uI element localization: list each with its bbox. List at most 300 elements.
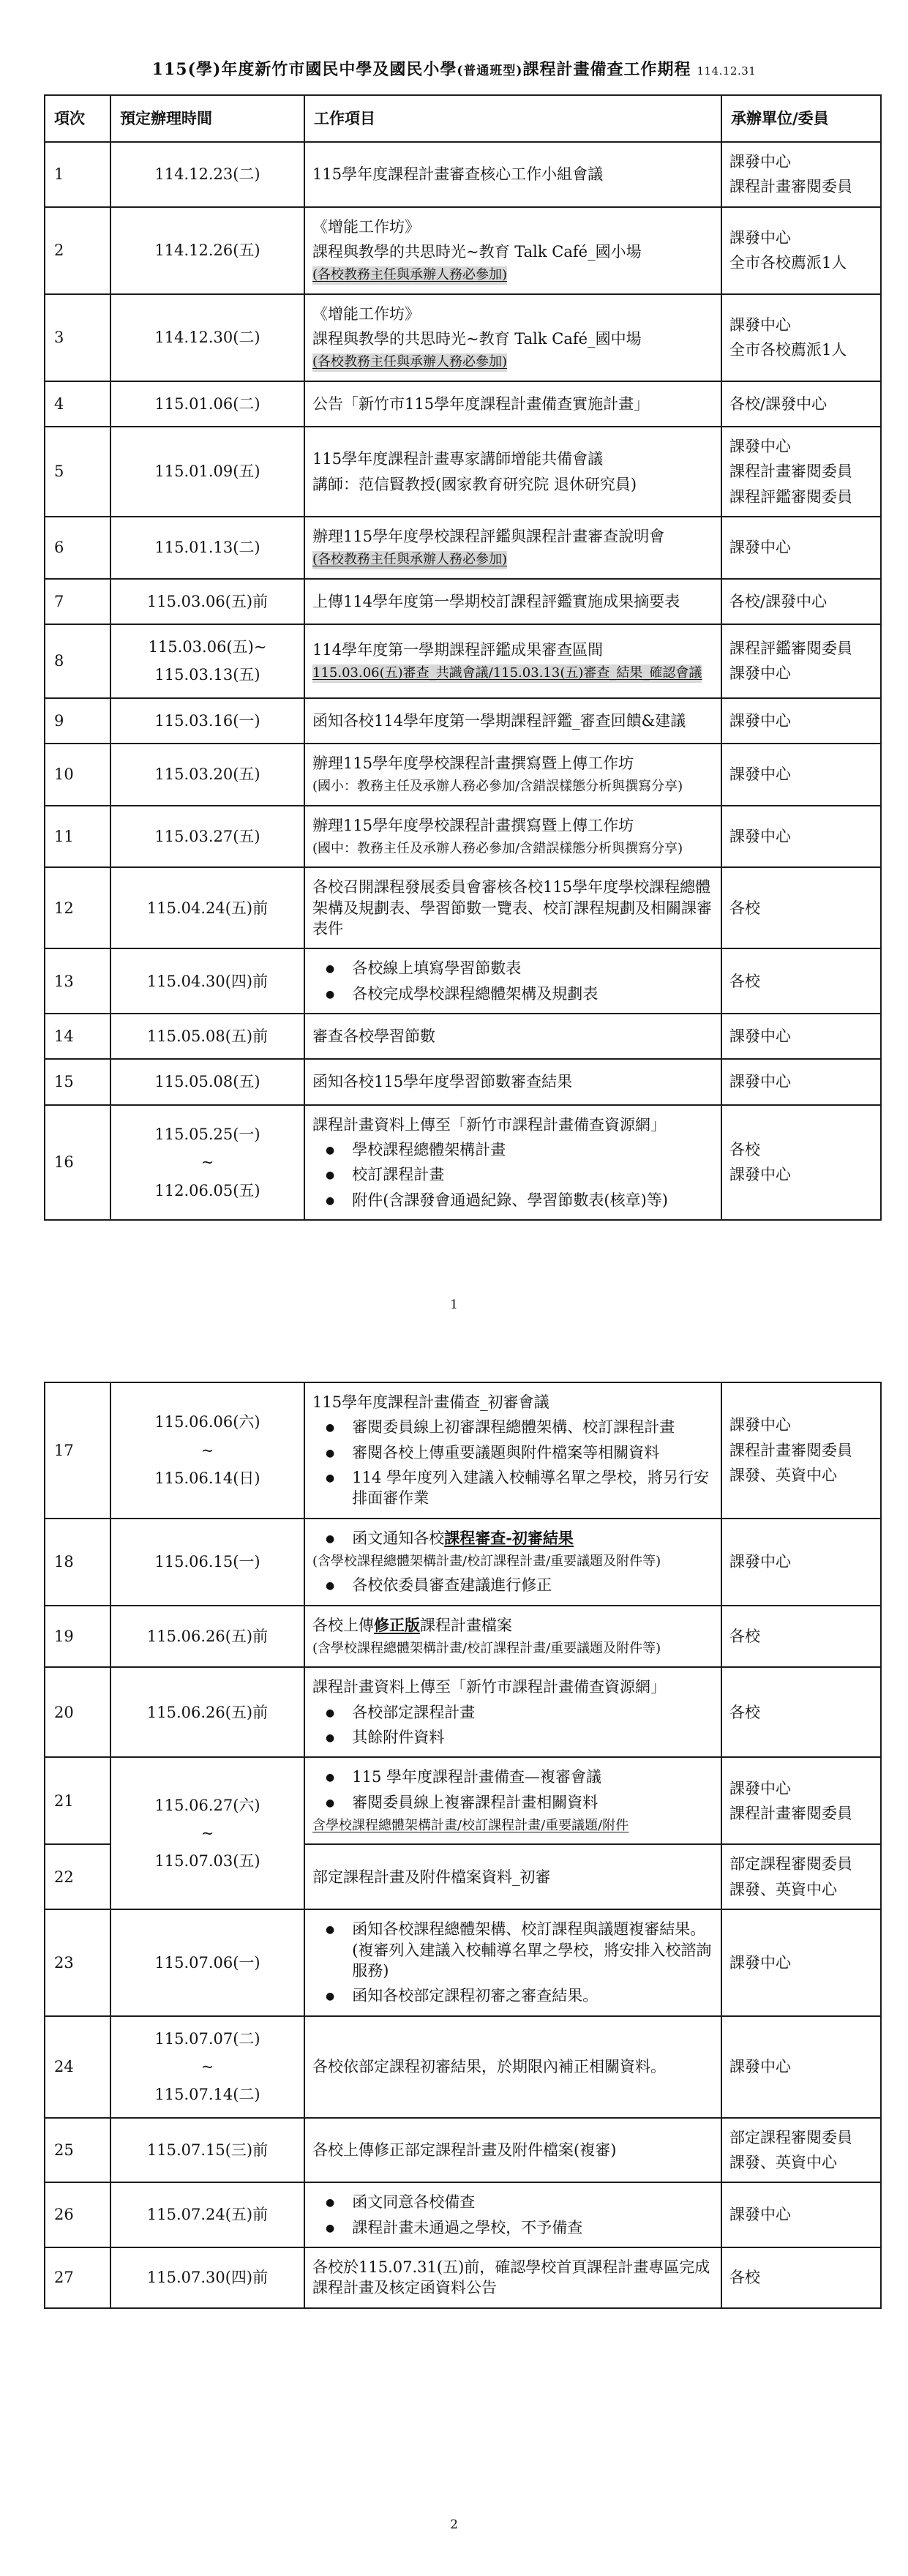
cell-date [110,1105,304,1220]
date-line: 115.05.25(一) [154,1125,260,1143]
cell-work-item [304,2182,721,2247]
table-row [45,867,881,948]
date-line: 114.12.26(五) [154,242,260,259]
bullet-icon: ● [326,963,335,976]
unit-line: 部定課程審閱委員 [729,2128,852,2146]
work-line [312,753,713,774]
cell-item-no: 12 [45,867,110,948]
cell-work-item [304,517,721,579]
unit-line: 課程評鑑審閱委員 [729,640,852,658]
work-line [312,329,713,349]
date-line: 115.01.09(五) [154,463,260,481]
work-line [312,1867,713,1887]
date-line: ~ [200,2057,214,2075]
work-line [312,266,713,284]
work-text: 函知各校115學年度學習節數審查結果 [312,1073,573,1091]
bullet-icon: ● [326,1732,335,1745]
cell-work-item [304,1014,721,1059]
cell-date [110,2247,304,2308]
work-text: 函知各校部定課程初審之審查結果。 [352,1987,599,2005]
work-line [312,1164,713,1185]
cell-item-no: 23 [45,1909,110,2015]
work-line [312,2192,713,2212]
work-line [312,840,713,858]
cell-unit [721,1667,881,1757]
title-tail: 課程計畫備查工作期程 [522,60,691,79]
table-row [45,1382,881,1519]
cell-unit [721,2182,881,2247]
date-line: 115.03.06(五)~ [148,638,267,656]
cell-date [110,2016,304,2118]
page-number-2: 2 [450,2517,458,2532]
table-row [45,294,881,381]
title-date-stamp: 114.12.31 [697,64,757,78]
cell-date [110,2118,304,2183]
cell-item-no: 25 [45,2118,110,2183]
table-row [45,1909,881,2015]
unit-line: 課發中心 [729,1553,791,1571]
cell-work-item [304,2016,721,2118]
work-line [312,664,713,682]
cell-unit [721,142,881,207]
work-line [312,984,713,1004]
cell-work-item [304,381,721,427]
unit-line: 各校 [729,899,760,917]
cell-item-no: 27 [45,2247,110,2308]
cell-date [110,1909,304,2015]
work-text: 上傳114學年度第一學期校訂課程評鑑實施成果摘要表 [312,592,680,610]
cell-item-no: 24 [45,2016,110,2118]
work-text: 其餘附件資料 [352,1729,445,1747]
unit-line: 課發中心 [729,711,791,730]
work-line [312,1026,713,1046]
date-line: 115.06.26(五)前 [146,1627,269,1645]
cell-work-item [304,1105,721,1220]
table-row [45,1606,881,1668]
work-text: 審閱委員線上初審課程總體架構、校訂課程計畫 [352,1418,675,1437]
cell-item-no: 6 [45,517,110,579]
cell-date [110,427,304,517]
cell-unit [721,1606,881,1668]
work-line [312,1115,713,1135]
work-text: 辦理115學年度學校課程計畫撰寫暨上傳工作坊 [312,755,634,773]
unit-line: 各校 [729,1703,760,1721]
cell-work-item [304,2247,721,2308]
cell-work-item [304,867,721,948]
work-text: 各校依部定課程初審結果，於期限內補正相關資料。 [312,2057,666,2075]
cell-date [110,1606,304,1668]
bullet-icon: ● [326,1991,335,2003]
work-text: 審查各校學習節數 [312,1027,435,1046]
work-text: (各校教務主任與承辦人務必參加) [312,266,507,284]
cell-work-item [304,806,721,868]
page-1 [0,57,908,1312]
work-line [312,1190,713,1210]
date-line: 115.07.07(二) [154,2029,260,2048]
cell-date [110,1667,304,1757]
table-row [45,698,881,744]
work-line [312,1817,713,1835]
cell-work-item [304,1757,721,1844]
work-text: 校訂課程計畫 [352,1166,445,1184]
bullet-icon: ● [326,1532,335,1545]
work-line [312,591,713,612]
cell-date [110,1014,304,1059]
work-text: 函知各校課程總體架構、校訂課程與議題複審結果。(複審列入建議入校輔導名單之學校，將安排入校諮詢服務) [352,1920,712,1980]
table-row [45,624,881,698]
work-line [312,1575,713,1595]
cell-date [110,2182,304,2247]
table-row [45,1059,881,1104]
unit-line: 課發、英資中心 [729,1880,837,1898]
work-text: 講師：范信賢教授(國家教育研究院 退休研究員) [312,475,637,493]
table-row [45,1519,881,1606]
work-text: 學校課程總體架構計畫 [352,1141,506,1159]
work-text: 《增能工作坊》 [312,304,420,323]
cell-date [110,867,304,948]
cell-date [110,517,304,579]
column-header: 預定辦理時間 [110,95,304,142]
cell-date [110,1757,304,1909]
work-text: 各校完成學校課程總體架構及規劃表 [352,984,599,1003]
date-line: 115.06.14(日) [154,1469,260,1488]
table-row [45,1667,881,1757]
column-header: 項次 [45,95,110,142]
work-line [312,1985,713,2006]
table-row [45,427,881,517]
work-line [312,2257,713,2299]
cell-unit [721,1844,881,1909]
cell-item-no: 10 [45,744,110,806]
cell-item-no: 19 [45,1606,110,1668]
date-line: 115.07.06(一) [154,1953,260,1972]
cell-work-item [304,1667,721,1757]
unit-line: 課發中心 [729,2057,791,2075]
cell-date [110,207,304,294]
cell-item-no: 8 [45,624,110,698]
cell-work-item [304,294,721,381]
cell-item-no: 20 [45,1667,110,1757]
cell-unit [721,1059,881,1104]
work-line [312,711,713,731]
work-line [312,1528,713,1549]
date-line: 115.03.20(五) [154,765,260,784]
bullet-icon: ● [326,1447,335,1459]
cell-work-item [304,624,721,698]
work-text: 114 學年度列入建議入校輔導名單之學校，將另行安排面審作業 [352,1469,709,1508]
schedule-table-page-2 [44,1382,882,2309]
table-row [45,381,881,427]
document-title [0,57,908,80]
cell-item-no: 1 [45,142,110,207]
date-line: 115.07.24(五)前 [146,2206,269,2224]
cell-date [110,806,304,868]
work-line [312,2140,713,2160]
work-line [312,1417,713,1437]
cell-unit [721,1757,881,1844]
cell-work-item [304,1909,721,2015]
table-row [45,2118,881,2183]
table-row [45,207,881,294]
cell-unit [721,698,881,744]
work-text: (國中：教務主任及承辦人務必參加/含錯誤樣態分析與撰寫分享) [312,841,683,857]
date-line: 115.04.24(五)前 [146,899,269,917]
cell-unit [721,948,881,1014]
work-line [312,1792,713,1813]
work-line [312,1727,713,1748]
cell-work-item [304,1606,721,1668]
work-text: 函文通知各校課程審查-初審結果 [352,1528,574,1547]
work-text: 各校部定課程計畫 [352,1703,476,1721]
work-text: 部定課程計畫及附件檔案資料_初審 [312,1868,551,1886]
work-text: 各校上傳修正部定課程計畫及附件檔案(複審) [312,2141,617,2159]
table-row [45,579,881,624]
cell-unit [721,2016,881,2118]
cell-unit [721,624,881,698]
unit-line: 課發中心 [729,315,791,334]
page-2 [0,1382,908,2532]
work-text: 辦理115學年度學校課程評鑑與課程計畫審查說明會 [312,528,665,546]
cell-work-item [304,1844,721,1909]
unit-line: 課發中心 [729,1166,791,1184]
unit-line: 各校 [729,972,760,990]
cell-date [110,948,304,1014]
cell-item-no: 13 [45,948,110,1014]
bullet-icon: ● [326,1707,335,1719]
cell-item-no: 4 [45,381,110,427]
date-line: 115.04.30(四)前 [146,972,269,990]
work-line [312,1392,713,1412]
bullet-icon: ● [326,2222,335,2234]
date-line: 115.05.08(五) [154,1073,260,1091]
column-header: 承辦單位/委員 [721,95,881,142]
work-line [312,1553,713,1570]
schedule-table-page-1 [44,94,882,1221]
bullet-icon: ● [326,1194,335,1207]
work-text: 各校上傳修正版課程計畫檔案 [312,1615,512,1634]
unit-line: 課發中心 [729,1073,791,1091]
cell-unit [721,2118,881,2183]
work-text: 各校召開課程發展委員會審核各校115學年度學校課程總體架構及規劃表、學習節數一覽表、校訂課程規劃及相關課審表件 [312,878,712,938]
cell-unit [721,1382,881,1519]
work-text: 附件(含課發會通過紀錄、學習節數表(核章)等) [352,1191,668,1209]
work-text: 含學校課程總體架構計畫/校訂課程計畫/重要議題/附件 [312,1818,629,1834]
work-text: 《增能工作坊》 [312,217,420,236]
cell-date [110,624,304,698]
work-text: (各校教務主任與承辦人務必參加) [312,353,507,371]
date-line: 115.01.06(二) [154,394,260,413]
work-text: 115學年度課程計畫備查_初審會議 [312,1393,549,1412]
table-row [45,517,881,579]
cell-work-item [304,1059,721,1104]
cell-unit [721,867,881,948]
cell-work-item [304,427,721,517]
cell-work-item [304,1519,721,1606]
cell-date [110,744,304,806]
bullet-icon: ● [326,988,335,1000]
cell-item-no: 17 [45,1382,110,1519]
bullet-icon: ● [326,1472,335,1485]
unit-line: 課程計畫審閱委員 [729,178,852,196]
date-line: 115.06.27(六) [154,1796,260,1814]
work-text: (各校教務主任與承辦人務必參加) [312,551,507,569]
cell-unit [721,381,881,427]
unit-line: 課發中心 [729,765,791,784]
date-line: 115.01.13(二) [154,539,260,557]
unit-line: 課程計畫審閱委員 [729,1441,852,1459]
cell-work-item [304,948,721,1014]
work-line [312,304,713,324]
work-line [312,1442,713,1463]
date-line: 115.07.15(三)前 [146,2141,269,2159]
cell-work-item [304,1382,721,1519]
work-line [312,2217,713,2238]
work-line [312,242,713,262]
cell-unit [721,1519,881,1606]
work-line [312,778,713,795]
work-line [312,474,713,495]
date-line: 115.03.13(五) [154,666,260,684]
unit-line: 課發、英資中心 [729,2153,837,2171]
work-line [312,1677,713,1697]
work-line [312,217,713,237]
bullet-icon: ● [326,1924,335,1936]
work-line [312,164,713,184]
work-text: (國小：教務主任及承辦人務必參加/含錯誤樣態分析與撰寫分享) [312,779,683,795]
unit-line: 課發中心 [729,1779,791,1797]
work-text: 課程與教學的共思時光~教育 Talk Café_國中場 [312,330,642,348]
cell-work-item [304,579,721,624]
work-line [312,449,713,469]
unit-line: 課發中心 [729,1027,791,1046]
work-text: 函文同意各校備查 [352,2193,476,2212]
cell-item-no: 21 [45,1757,110,1844]
cell-date [110,1382,304,1519]
date-line: ~ [200,1824,214,1843]
cell-item-no: 7 [45,579,110,624]
work-line [312,551,713,569]
work-line [312,877,713,939]
work-text: (含學校課程總體架構計畫/校訂課程計畫/重要議題及附件等) [312,1554,661,1570]
unit-line: 課發中心 [729,153,791,171]
bullet-icon: ● [326,1169,335,1182]
work-text: 各校依委員審查建議進行修正 [352,1576,552,1595]
date-line: 112.06.05(五) [154,1181,260,1199]
work-text: 115學年度課程計畫專家講師增能共備會議 [312,450,604,468]
work-text: 114學年度第一學期課程評鑑成果審查區間 [312,641,604,659]
title-main: 115(學)年度新竹市國民中學及國民小學 [151,60,457,79]
cell-unit [721,207,881,294]
table-row [45,744,881,806]
date-line: ~ [200,1441,214,1459]
cell-date [110,294,304,381]
date-line: 115.07.30(四)前 [146,2269,269,2287]
work-text: 115 學年度課程計畫備查—複審會議 [352,1768,601,1786]
work-line [312,1640,713,1658]
work-text: 審閱各校上傳重要議題與附件檔案等相關資料 [352,1443,660,1461]
work-text: 課程計畫資料上傳至「新竹市課程計畫備查資源網」 [312,1678,666,1696]
unit-line: 課發中心 [729,1953,791,1972]
work-text: 115.03.06(五)審查_共識會議/115.03.13(五)審查_結果_確認會議 [312,664,702,682]
cell-date [110,142,304,207]
table-row [45,1014,881,1059]
cell-unit [721,579,881,624]
work-line [312,1919,713,1981]
work-text: 辦理115學年度學校課程計畫撰寫暨上傳工作坊 [312,816,634,834]
cell-work-item [304,207,721,294]
table-row [45,1757,881,1844]
unit-line: 部定課程審閱委員 [729,1855,852,1873]
work-text: 115學年度課程計畫審查核心工作小組會議 [312,165,604,184]
work-text: 各校線上填寫學習節數表 [352,959,522,978]
title-class-type: (普通班型) [457,64,523,78]
bullet-icon: ● [326,1797,335,1809]
header-row [45,95,881,142]
date-line: 115.06.15(一) [154,1553,260,1571]
cell-item-no: 3 [45,294,110,381]
work-text: (含學校課程總體架構計畫/校訂課程計畫/重要議題及附件等) [312,1641,661,1657]
date-line: 115.03.16(一) [154,711,260,730]
date-line: 115.03.06(五)前 [146,592,269,610]
cell-unit [721,1105,881,1220]
cell-unit [721,806,881,868]
work-line [312,1071,713,1092]
cell-work-item [304,744,721,806]
work-text: 課程計畫未通過之學校，不予備查 [352,2218,583,2236]
date-line: 115.07.03(五) [154,1852,260,1871]
cell-item-no: 16 [45,1105,110,1220]
unit-line: 全市各校薦派1人 [729,341,847,359]
cell-date [110,698,304,744]
date-line: ~ [200,1153,214,1172]
cell-item-no: 9 [45,698,110,744]
cell-item-no: 11 [45,806,110,868]
work-text: 各校於115.07.31(五)前，確認學校首頁課程計畫專區完成課程計畫及核定函資料公告 [312,2258,710,2297]
unit-line: 課程評鑑審閱委員 [729,487,852,506]
date-line: 114.12.23(二) [154,165,260,184]
cell-item-no: 5 [45,427,110,517]
date-line: 115.06.26(五)前 [146,1703,269,1721]
unit-line: 全市各校薦派1人 [729,254,847,272]
cell-item-no: 22 [45,1844,110,1909]
date-line: 115.07.14(二) [154,2086,260,2104]
cell-date [110,1519,304,1606]
unit-line: 課發中心 [729,1416,791,1434]
unit-line: 課發中心 [729,827,791,845]
table-row [45,2182,881,2247]
cell-item-no: 18 [45,1519,110,1606]
bullet-icon: ● [326,1580,335,1592]
cell-unit [721,294,881,381]
date-line: 115.05.08(五)前 [146,1027,269,1046]
unit-line: 課發中心 [729,539,791,557]
work-text: 函知各校114學年度第一學期課程評鑑_審查回饋&建議 [312,711,686,730]
work-text: 課程計畫資料上傳至「新竹市課程計畫備查資源網」 [312,1115,666,1134]
unit-line: 課發中心 [729,228,791,247]
bullet-icon: ● [326,1422,335,1434]
cell-date [110,1059,304,1104]
table-row [45,142,881,207]
unit-line: 課發中心 [729,2206,791,2224]
date-line: 115.03.27(五) [154,827,260,845]
work-text: 公告「新竹市115學年度課程計畫備查實施計畫」 [312,394,650,413]
bullet-icon: ● [326,1772,335,1784]
unit-line: 各校 [729,1627,760,1645]
unit-line: 課程計畫審閱委員 [729,463,852,481]
cell-item-no: 2 [45,207,110,294]
cell-date [110,381,304,427]
cell-unit [721,517,881,579]
